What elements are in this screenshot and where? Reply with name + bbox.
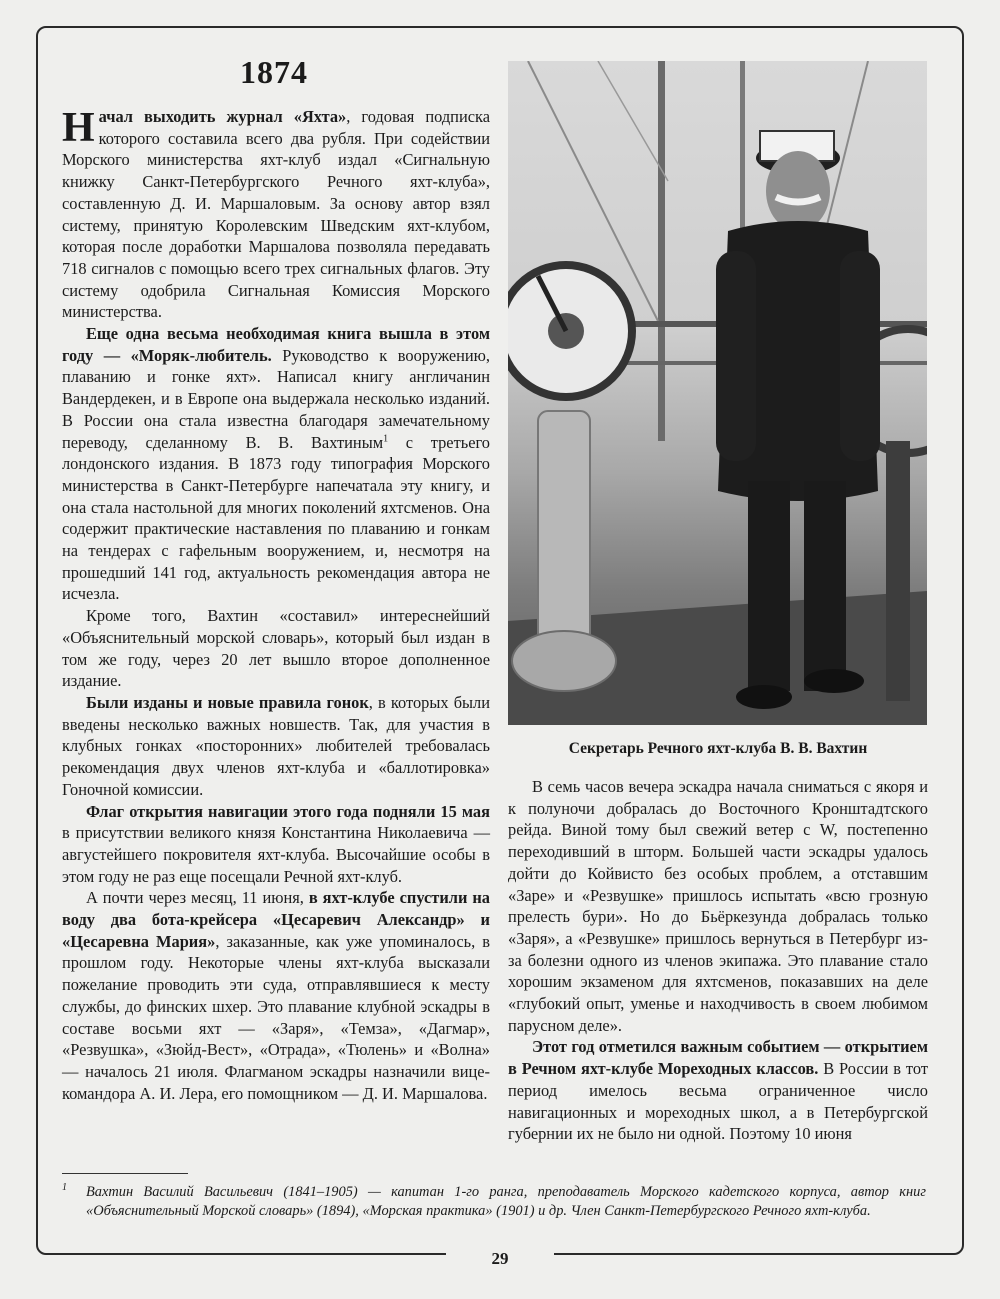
footnote-text: Вахтин Василий Васильевич (1841–1905) — капитан 1-го ранга, преподаватель Морского кадетского корпуса, автор книг «Объяснительный Морской словарь» (1894), «Морская практика» (1901) и др. Член Санкт-Петербургского Речного яхт-клуба. <box>86 1184 926 1219</box>
footnote-ref[interactable]: 1 <box>383 433 389 445</box>
left-text-column <box>62 106 490 1104</box>
lead-journal: ачал выходить журнал «Яхта» <box>98 107 347 126</box>
lead-flag: Флаг открытия навигации этого года подняли 15 мая <box>86 801 490 821</box>
right-text-column <box>508 776 928 1145</box>
paragraph-rules: Были изданы и новые правила гонок, в которых были введены несколько важных новшеств. Так, для участия в клубных гонках «посторонних» любителей требовалась рекомендация двух членов яхт-клуба и «баллотировка» Гоночной комиссии. <box>62 692 490 799</box>
section-year-heading: 1874 <box>240 54 308 90</box>
paragraph-flag: Флаг открытия навигации этого года подняли 15 мая в присутствии великого князя Константина Николаевича — августейшего покровителя яхт-клуба. Высочайшие особы в этом году не раз еще посещали Речной яхт-клуб. <box>62 801 490 886</box>
lead-classes: Этот год отметился важным событием — открытием в Речном яхт-клубе Мореходных классов. <box>508 1037 928 1079</box>
lead-launch: в яхт-клубе спустили на воду два бота-крейсера «Цесаревич Александр» и «Цесаревна Мария» <box>62 888 490 951</box>
photo-caption: Секретарь Речного яхт-клуба В. В. Вахтин <box>568 740 868 757</box>
paragraph-journal: Начал выходить журнал «Яхта», годовая подписка которого составила всего два рубля. При содействии Морского министерства яхт-клуб издал «Сигнальную книжку Санкт-Петербургского Речного яхт-клуба», составленную Д. И. Маршаловым. За основу автор взял систему, принятую Королевским Шведским яхт-клубом, которая после доработки Маршалова позволяла передавать 718 сигналов с помощью всего трех сигнальных флагов. Эту систему одобрила Сигнальная Комиссия Морского министерства. <box>62 105 490 322</box>
portrait-photo <box>508 61 927 725</box>
paragraph-launch: А почти через месяц, 11 июня, в яхт-клубе спустили на воду два бота-крейсера «Цесаревич Александр» и «Цесаревна Мария», заказанные, как уже упоминалось, в прошлом году. Некоторые члены яхт-клуба высказали пожелание проводить эти суда, отправлявшиеся к месту службы, до финских шхер. Это плавание клубной эскадры в составе восьми яхт — «Заря», «Темза», «Дагмар», «Резвушка», «Зюйд-Вест», «Отрада», «Тюлень» и «Волна» — началось 21 июля. Флагманом эскадры назначили вице-командора А. И. Лера, его помощником — Д. И. Маршалова. <box>62 888 491 1103</box>
page-number: 29 <box>491 1249 509 1268</box>
paragraph-storm: В семь часов вечера эскадра начала сниматься с якоря и к полуночи добралась до Восточного Кронштадтского рейда. Виной тому был свежий ветер с W, постепенно переходивший в шторм. Большей части эскадры удалось дойти до Койвисто без особых проблем, а отставшим «Заре» и «Резвушке» пришлось испытать «всю грозную прелесть бури». Но до Бьёркезунда добралась только «Заря», а «Резвушке» пришлось вернуться в Петербург из-за болезни одного из членов экипажа. Это плавание стало хорошим экзаменом для яхтсменов, показавших на деле «глубокий опыт, уменье и находчивость в своем любимом парусном деле». <box>508 777 928 1035</box>
footnote-divider <box>62 1173 188 1174</box>
paragraph-book: Еще одна весьма необходимая книга вышла в этом году — «Моряк-любитель. Руководство к вооружению, плаванию и гонке яхт». Написал книгу англичанин Вандердекен, и в Европе она выдержала несколько изданий. В России она стала известна благодаря замечательному переводу, сделанному В. В. Вахтиным$^1$ с третьего лондонского издания. В 1873 году типография Морского министерства в Санкт-Петербурге напечатала эту книгу, и она стала настольной для многих поколений яхтсменов. Она содержит практические наставления по плаванию и гонкам на тендерах с гафельным вооружением, и, несмотря на прошедший 141 год, актуальность рекомендация автора не исчезла. <box>62 324 490 604</box>
paragraph-classes: Этот год отметился важным событием — открытием в Речном яхт-клубе Мореходных классов. В России в тот период имелось весьма ограниченное число навигационных и мореходных школ, а в Петербургской губернии их не было ни одной. Поэтому 10 июня <box>508 1037 928 1144</box>
lead-book: Еще одна весьма необходимая книга вышла в этом году — «Моряк-любитель. <box>62 324 490 365</box>
drop-cap: Н <box>62 105 95 151</box>
footnote-mark: 1 <box>62 1182 67 1193</box>
lead-rules: Были изданы и новые правила гонок <box>86 692 369 712</box>
paragraph-dictionary: Кроме того, Вахтин «составил» интереснейший «Объяснительный морской словарь», который был издан в том же году, через 20 лет вышло второе дополненное издание. <box>62 606 490 691</box>
